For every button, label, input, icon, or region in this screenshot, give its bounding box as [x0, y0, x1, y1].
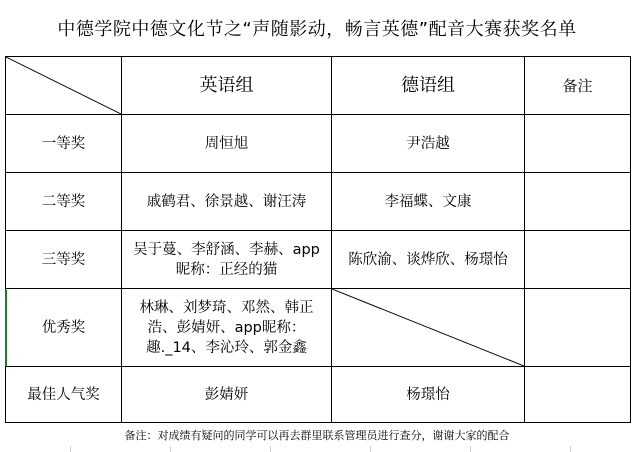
german-first[interactable]: 尹浩越	[332, 115, 525, 173]
english-most-popular[interactable]: 彭婧妍	[122, 367, 332, 423]
remarks-second[interactable]	[525, 173, 631, 231]
german-third[interactable]: 陈欣渝、谈烨欣、杨璟怡	[332, 231, 525, 289]
table-header-row	[6, 57, 631, 115]
grid-line	[170, 446, 171, 452]
english-excellent[interactable]: 林琳、刘梦琦、邓然、韩正浩、彭婧妍、app昵称：趣._14、李沁玲、郭金鑫	[122, 289, 332, 367]
english-second[interactable]: 戚鹤君、徐景越、谢汪涛	[122, 173, 332, 231]
german-second[interactable]: 李福蝶、文康	[332, 173, 525, 231]
grid-line	[470, 446, 471, 452]
selection-edge-marker	[5, 290, 7, 366]
grid-line	[370, 446, 371, 452]
grid-line	[570, 446, 571, 452]
award-excellent[interactable]: 优秀奖	[6, 289, 122, 367]
header-english-group[interactable]: 英语组	[122, 57, 332, 115]
award-second[interactable]: 二等奖	[6, 173, 122, 231]
diagonal-line	[6, 57, 121, 114]
page-title: 中德学院中德文化节之“声随影动，畅言英德”配音大赛获奖名单	[57, 19, 577, 40]
grid-line	[70, 446, 71, 452]
header-german-group[interactable]: 德语组	[332, 57, 525, 115]
award-third[interactable]: 三等奖	[6, 231, 122, 289]
award-most-popular[interactable]: 最佳人气奖	[6, 367, 122, 423]
table-row	[6, 289, 631, 367]
header-remarks[interactable]: 备注	[525, 57, 631, 115]
german-most-popular[interactable]: 杨璟怡	[332, 367, 525, 423]
award-table	[5, 56, 631, 423]
table-row	[6, 173, 631, 231]
remarks-excellent[interactable]	[525, 289, 631, 367]
table-row	[6, 367, 631, 423]
english-third[interactable]: 吴于蔓、李舒涵、李赫、app昵称：正经的猫	[122, 231, 332, 289]
footer-note[interactable]: 备注：对成绩有疑问的同学可以再去群里联系管理员进行查分，谢谢大家的配合	[124, 429, 510, 442]
english-first[interactable]: 周恒旭	[122, 115, 332, 173]
table-row	[6, 231, 631, 289]
german-excellent-diagonal[interactable]	[332, 289, 525, 367]
table-row	[6, 115, 631, 173]
diagonal-line	[332, 289, 524, 366]
remarks-most-popular[interactable]	[525, 367, 631, 423]
award-first[interactable]: 一等奖	[6, 115, 122, 173]
remarks-first[interactable]	[525, 115, 631, 173]
remarks-third[interactable]	[525, 231, 631, 289]
grid-line	[270, 446, 271, 452]
corner-diagonal-cell[interactable]	[6, 57, 122, 115]
